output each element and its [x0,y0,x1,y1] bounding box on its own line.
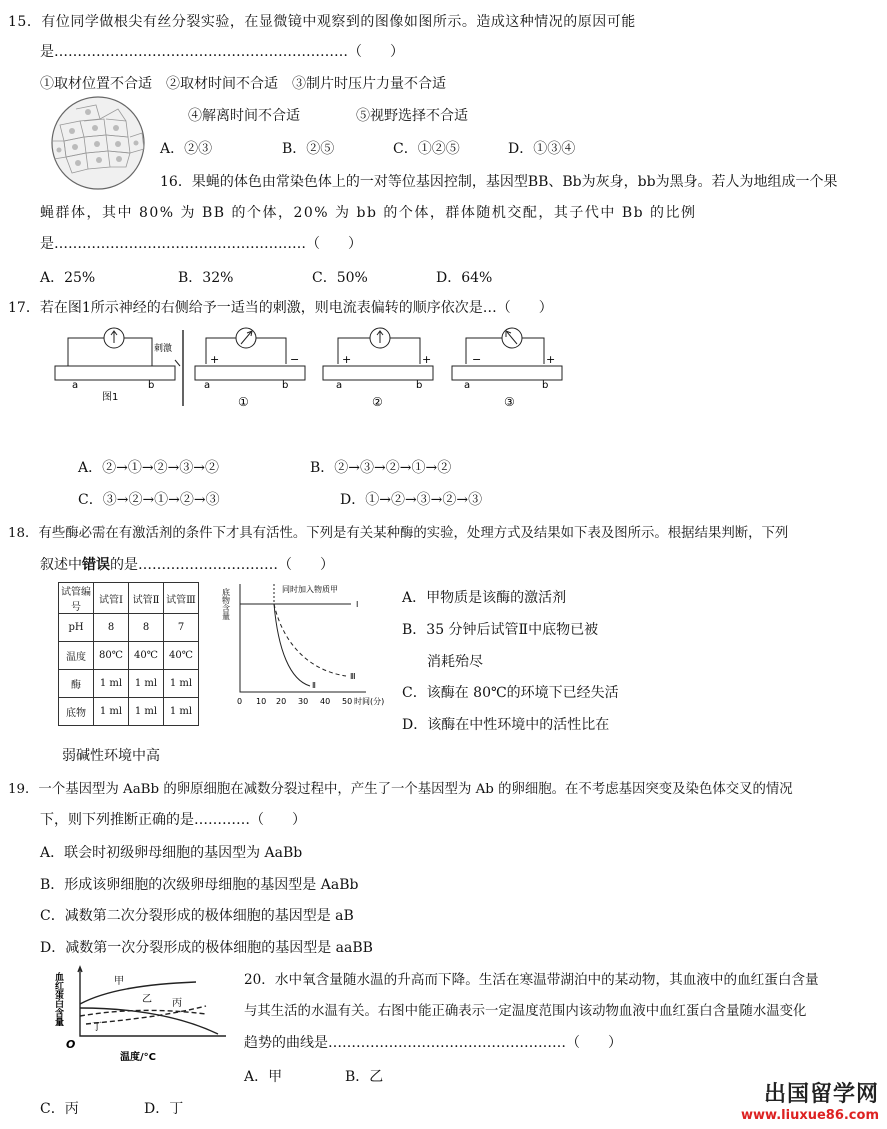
q18-graph-ylabel: 底物含量 [221,588,231,620]
q18-choice-d-line2: 弱碱性环境中高 [62,748,160,764]
q18-choice-c: C．该酶在 80℃的环境下已经失活 [402,685,619,701]
q17-fig3-label: ③ [504,395,515,409]
table-cell: 1 ml [94,698,129,726]
svg-text:−: − [472,353,482,366]
q20-graph-xlabel: 温度/°C [120,1052,156,1063]
q17-choice-b: B．②→③→②→①→② [310,460,452,476]
table-cell: 底物 [59,698,94,726]
q18-stem-line2-post: 的是…………………………（ ） [110,557,334,573]
q17-galvanometer-figure [50,326,440,412]
q15-choice-b: B．②⑤ [282,141,335,157]
q18-curve-3-label: Ⅲ [350,672,356,681]
table-cell: 8 [129,614,164,642]
q17-choice-a: A．②→①→②→③→② [78,460,220,476]
table-header-cell: 试管Ⅰ [94,583,129,614]
q15-options-row2: ④解离时间不合适 ⑤视野选择不合适 [188,108,468,124]
q17-fig-circle2-point-b: b [416,380,423,391]
watermark-title: 出国留学网 [763,1082,879,1107]
q19-choice-c: C．减数第二次分裂形成的极体细胞的基因型是 aB [40,908,354,924]
table-cell: 1 ml [129,698,164,726]
q17-stimulus-label: 刺激 [154,344,173,354]
q18-stem-line1: 18．有些酶必需在有激活剂的条件下才具有活性。下列是有关某种酶的实验，处理方式及结果如下表及图所示。根据结果判断，下列 [8,526,789,541]
q20-curve-ding: 丁 [92,1022,102,1033]
q18-choice-d-line1: D．该酶在中性环境中的活性比在 [402,717,610,733]
svg-text:+: + [210,353,220,366]
table-cell: 7 [164,614,199,642]
q17-choice-d: D．①→②→③→②→③ [340,492,483,508]
svg-text:−: − [290,353,300,366]
watermark-logo [741,1077,879,1123]
table-cell: 酶 [59,670,94,698]
q17-fig-circle1-label: ① [238,395,249,409]
q20-stem-line2: 与其生活的水温有关。右图中能正确表示一定温度范围内该动物血液中血红蛋白含量随水温变化 [244,1004,807,1019]
q15-stem-line1: 15．有位同学做根尖有丝分裂实验，在显微镜中观察到的图像如图所示。造成这种情况的原因可能 [8,14,636,30]
q20-choice-d: D．丁 [144,1101,184,1117]
q18-graph-xlabel: 时间(分) [354,697,385,706]
q17-fig3-point-b: b [542,380,549,391]
q18-xtick: 50 [342,697,353,706]
table-row [59,642,199,670]
q20-curve-yi: 乙 [142,994,152,1005]
q17-fig3-point-a: a [464,380,471,391]
table-cell: 温度 [59,642,94,670]
q18-curve-2-label: Ⅱ [312,681,316,690]
q16-stem-line2: 蝇群体，其中 80% 为 BB 的个体，20% 为 bb 的个体，群体随机交配，其子代中 Bb 的比例 [40,205,697,221]
q16-stem-line1: 16．果蝇的体色由常染色体上的一对等位基因控制，基因型BB、Bb为灰身，bb为黑身。若人为地组成一个果 [160,174,838,190]
q20-stem-line3: 趋势的曲线是……………………………………………（ ） [244,1035,622,1051]
q18-xtick: 20 [276,697,287,706]
q20-graph-ylabel: 血红蛋白含量 [53,972,63,1026]
q19-stem-line1: 19．一个基因型为 AaBb 的卵原细胞在减数分裂过程中，产生了一个基因型为 Ab 的卵细胞。在不考虑基因突变及染色体交叉的情况 [8,782,793,797]
q17-fig1-label: 图1 [102,392,119,403]
q17-fig-circle1-point-b: b [282,380,289,391]
q20-curve-jia: 甲 [114,976,124,987]
q20-curve-bing: 丙 [172,998,182,1009]
q18-graph-annotation: 同时加入物质甲 [282,585,338,594]
q18-xtick: 10 [256,697,267,706]
q18-choice-b-line2: 消耗殆尽 [427,654,483,670]
q17-choice-c: C．③→②→①→②→③ [78,492,220,508]
q15-choice-c: C．①②⑤ [393,141,460,157]
q16-choice-b: B．32% [178,270,234,286]
q19-choice-d: D．减数第一次分裂形成的极体细胞的基因型是 aaBB [40,940,373,956]
q18-xtick: 40 [320,697,331,706]
q20-choice-c: C．丙 [40,1101,79,1117]
q17-fig-circle2-label: ② [372,395,383,409]
q18-stem-line2 [40,555,334,575]
table-cell: 8 [94,614,129,642]
table-header-cell: 试管编号 [59,583,94,614]
table-row [59,698,199,726]
q20-choice-a: A．甲 [244,1069,283,1085]
table-header-cell: 试管Ⅱ [129,583,164,614]
q17-fig-circle1-point-a: a [204,380,211,391]
q16-choice-d: D．64% [436,270,493,286]
q17-fig-3 [450,326,570,412]
q18-substrate-graph [221,580,386,710]
table-cell: 1 ml [129,670,164,698]
table-row [59,670,199,698]
q18-curve-1-label: Ⅰ [356,600,359,609]
q15-microscope-image [40,95,156,191]
svg-text:+: + [342,353,352,366]
table-cell: 1 ml [164,698,199,726]
table-cell: pH [59,614,94,642]
table-cell: 80℃ [94,642,129,670]
q16-choice-a: A．25% [40,270,96,286]
q18-choice-b-line1: B．35 分钟后试管Ⅱ中底物已被 [402,622,599,638]
table-header-cell: 试管Ⅲ [164,583,199,614]
q18-choice-a: A．甲物质是该酶的激活剂 [402,590,567,606]
table-cell: 1 ml [94,670,129,698]
q18-experiment-table [58,582,199,726]
q18-xtick: 30 [298,697,309,706]
q18-stem-line2-pre: 叙述中 [40,557,82,573]
q17-fig1-point-b: b [148,380,155,391]
q19-choice-a: A．联会时初级卵母细胞的基因型为 AaBb [40,845,303,861]
watermark-url: www.liuxue86.com [741,1108,879,1123]
q16-choice-c: C．50% [312,270,368,286]
table-cell: 1 ml [164,670,199,698]
q17-stem: 17．若在图1所示神经的右侧给予一适当的刺激，则电流表偏转的顺序依次是…（ ） [8,300,553,316]
svg-text:+: + [422,353,432,366]
q20-choice-b: B．乙 [345,1069,384,1085]
table-cell: 40℃ [164,642,199,670]
q20-graph-origin: O [66,1038,76,1051]
table-row [59,614,199,642]
q19-stem-line2: 下，则下列推断正确的是…………（ ） [40,812,306,828]
q20-hemoglobin-graph [53,964,231,1064]
q17-fig1-point-a: a [72,380,79,391]
q18-stem-line2-bold: 错误 [82,557,110,573]
q15-stem-line2: 是………………………………………………………（ ） [40,44,404,60]
q15-choice-a: A．②③ [160,141,213,157]
q16-stem-line3: 是………………………………………………（ ） [40,236,362,252]
table-header-row [59,583,199,614]
q15-choice-d: D．①③④ [508,141,576,157]
q20-stem-line1: 20．水中氧含量随水温的升高而下降。生活在寒温带湖泊中的某动物，其血液中的血红蛋白含量 [244,972,819,988]
svg-text:+: + [546,353,556,366]
q17-fig-circle2-point-a: a [336,380,343,391]
q15-options-row1: ①取材位置不合适 ②取材时间不合适 ③制片时压片力量不合适 [40,76,446,92]
table-cell: 40℃ [129,642,164,670]
q19-choice-b: B．形成该卵细胞的次级卵母细胞的基因型是 AaBb [40,877,359,893]
q18-xtick: 0 [237,697,243,706]
